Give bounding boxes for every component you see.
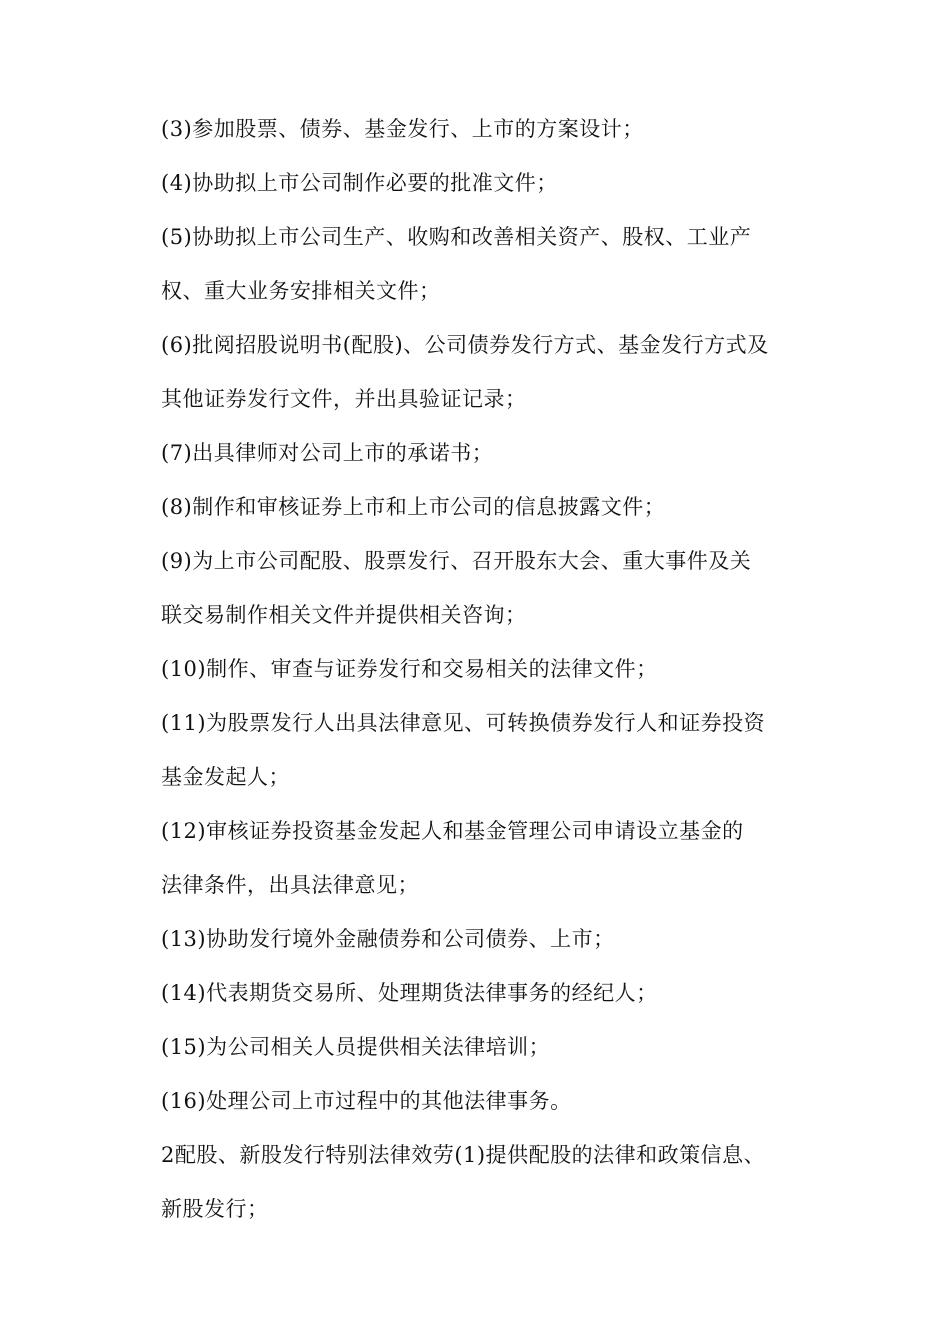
- text-line: (16)处理公司上市过程中的其他法律事务。: [161, 1089, 572, 1113]
- text-line: 基金发起人；: [161, 765, 290, 789]
- text-line: (6)批阅招股说明书(配股)、公司债券发行方式、基金发行方式及: [161, 333, 769, 357]
- text-line: (8)制作和审核证券上市和上市公司的信息披露文件；: [161, 495, 666, 519]
- text-line: (11)为股票发行人出具法律意见、可转换债券发行人和证券投资: [161, 711, 766, 735]
- text-line: (12)审核证券投资基金发起人和基金管理公司申请设立基金的: [161, 819, 744, 843]
- text-line: (9)为上市公司配股、股票发行、召开股东大会、重大事件及关: [161, 549, 752, 573]
- text-line: (3)参加股票、债券、基金发行、上市的方案设计；: [161, 117, 644, 141]
- text-line: 联交易制作相关文件并提供相关咨询；: [161, 603, 527, 627]
- text-line: (14)代表期货交易所、处理期货法律事务的经纪人；: [161, 981, 658, 1005]
- text-line: (4)协助拟上市公司制作必要的批准文件；: [161, 171, 558, 195]
- text-line: (7)出具律师对公司上市的承诺书；: [161, 441, 494, 465]
- body-text: [161, 102, 811, 1236]
- text-line: (13)协助发行境外金融债券和公司债券、上市；: [161, 927, 615, 951]
- text-line: 新股发行；: [161, 1197, 269, 1221]
- text-line: (15)为公司相关人员提供相关法律培训；: [161, 1035, 551, 1059]
- text-line: 其他证券发行文件，并出具验证记录；: [161, 387, 527, 411]
- text-line: (10)制作、审查与证券发行和交易相关的法律文件；: [161, 657, 658, 681]
- text-line: 权、重大业务安排相关文件；: [161, 279, 441, 303]
- text-line: 法律条件，出具法律意见；: [161, 873, 419, 897]
- text-line: 2配股、新股发行特别法律效劳(1)提供配股的法律和政策信息、: [161, 1143, 766, 1167]
- text-line: (5)协助拟上市公司生产、收购和改善相关资产、股权、工业产: [161, 225, 752, 249]
